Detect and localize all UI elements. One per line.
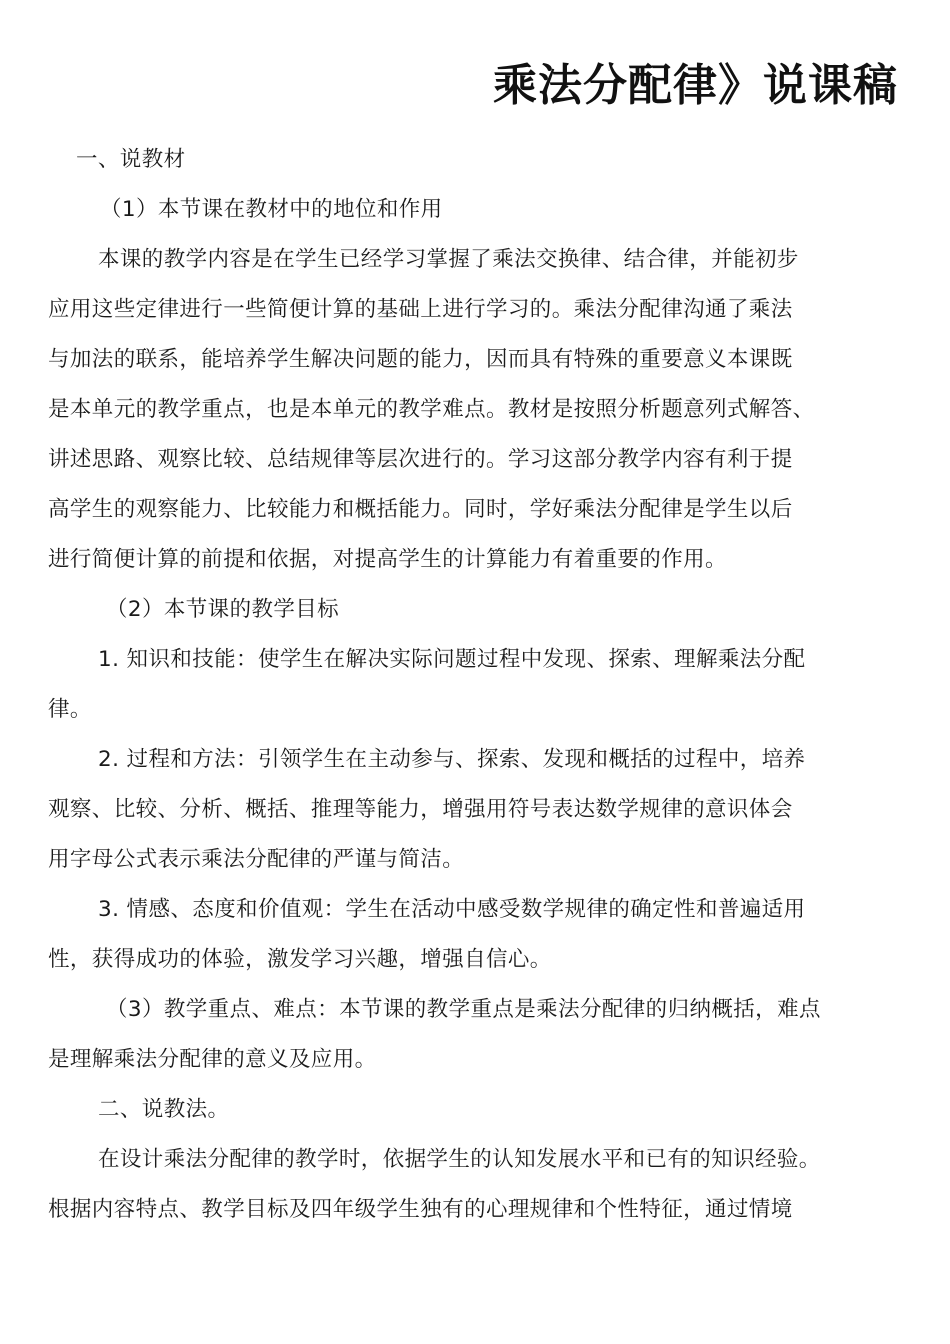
goal-process-method: [48, 735, 902, 885]
paragraph-line: 2. 过程和方法：引领学生在主动参与、探索、发现和概括的过程中，培养: [98, 747, 806, 772]
paragraph-line: 应用这些定律进行一些简便计算的基础上进行学习的。乘法分配律沟通了乘法: [48, 297, 793, 322]
paragraph-line: 用字母公式表示乘法分配律的严谨与简洁。: [48, 847, 465, 872]
paragraph-line: 本课的教学内容是在学生已经学习掌握了乘法交换律、结合律，并能初步: [98, 247, 799, 272]
paragraph-line: 1. 知识和技能：使学生在解决实际问题过程中发现、探索、理解乘法分配: [98, 647, 806, 672]
document-title: 乘法分配律》说课稿: [493, 60, 898, 111]
paragraph-line: 高学生的观察能力、比较能力和概括能力。同时，学好乘法分配律是学生以后: [48, 497, 793, 522]
subheading-teaching-goals: （2）本节课的教学目标: [106, 597, 340, 622]
paragraph-line: 是理解乘法分配律的意义及应用。: [48, 1047, 377, 1072]
paragraph-line: 根据内容特点、教学目标及四年级学生独有的心理规律和个性特征，通过情境: [48, 1197, 793, 1222]
paragraph-position-role: [48, 235, 902, 585]
section-heading-teaching-material: 一、说教材: [76, 147, 186, 172]
paragraph-teaching-method: [48, 1135, 902, 1235]
paragraph-line: 是本单元的教学重点，也是本单元的教学难点。教材是按照分析题意列式解答、: [48, 397, 815, 422]
document-body: [48, 135, 902, 1235]
paragraph-line: 进行简便计算的前提和依据，对提高学生的计算能力有着重要的作用。: [48, 547, 727, 572]
goal-knowledge-skills: [48, 635, 902, 735]
section-heading-teaching-method: 二、说教法。: [98, 1097, 230, 1122]
paragraph-line: 3. 情感、态度和价值观：学生在活动中感受数学规律的确定性和普遍适用: [98, 897, 806, 922]
paragraph-line: 在设计乘法分配律的教学时，依据学生的认知发展水平和已有的知识经验。: [98, 1147, 821, 1172]
paragraph-line: 观察、比较、分析、概括、推理等能力，增强用符号表达数学规律的意识体会: [48, 797, 793, 822]
goal-emotion-attitude: [48, 885, 902, 985]
paragraph-line: 讲述思路、观察比较、总结规律等层次进行的。学习这部分教学内容有利于提: [48, 447, 793, 472]
subheading-position-role: （1）本节课在教材中的地位和作用: [100, 197, 443, 222]
paragraph-line: 与加法的联系，能培养学生解决问题的能力，因而具有特殊的重要意义本课既: [48, 347, 793, 372]
key-points-difficulties: [48, 985, 902, 1085]
paragraph-line: 性，获得成功的体验，激发学习兴趣，增强自信心。: [48, 947, 552, 972]
paragraph-line: （3）教学重点、难点：本节课的教学重点是乘法分配律的归纳概括，难点: [106, 997, 821, 1022]
paragraph-line: 律。: [48, 697, 92, 722]
